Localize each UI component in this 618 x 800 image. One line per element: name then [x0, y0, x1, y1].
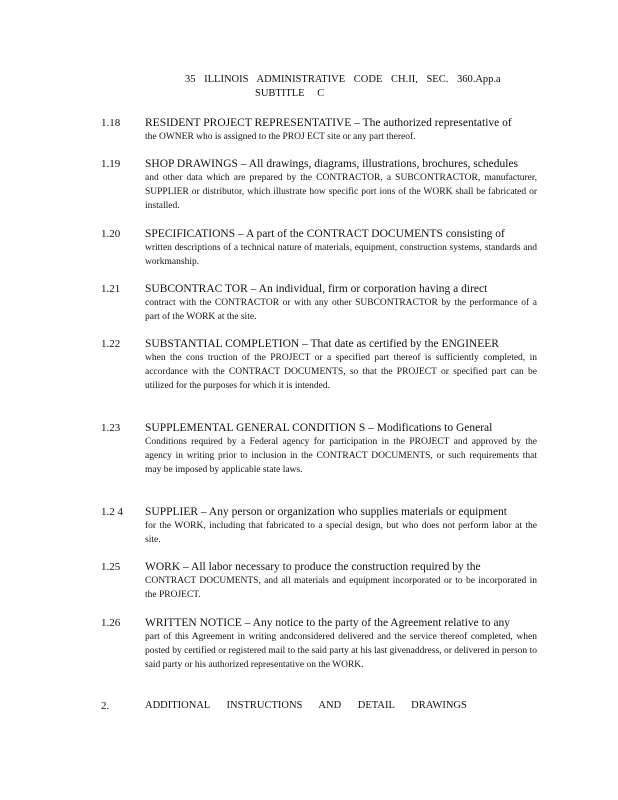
- entry-term: RESIDENT PROJECT REPRESENTATIVE: [145, 117, 352, 129]
- entry-dash: –: [247, 283, 259, 295]
- entry-lead-line: [145, 421, 537, 435]
- entry-description: for the WORK, including that fabricated to a special design, but who does not perform labor at the site.: [145, 521, 537, 545]
- entry-lead-text: An individual, firm or corporation having a direct: [258, 283, 488, 295]
- entry-term: SPECIFICATIONS: [145, 228, 236, 240]
- header-line-2: SUBTITLE C: [255, 88, 325, 99]
- entry-term: SUBCONTRAC TOR: [145, 283, 248, 295]
- entry-number: 1.19: [101, 158, 121, 170]
- entry-description: part of this Agreement in writing andconsidered delivered and the service thereof completed, when posted by certified or registered mail to the said party at his last givenaddress, or delivered in person to said party or his authorized representative on the WORK.: [145, 632, 537, 670]
- entry-lead-text: That date as certified by the ENGINEER: [310, 338, 499, 350]
- entry-lead-line: [145, 337, 537, 351]
- entry-lead-text: Any person or organization who supplies materials or equipment: [208, 506, 508, 518]
- entry-number: 1.22: [101, 338, 121, 350]
- entry-lead-text: The authorized representative of: [362, 117, 512, 129]
- entry-number: 1.25: [101, 561, 121, 573]
- entry-dash: –: [365, 422, 377, 434]
- entry-term: WORK: [145, 561, 181, 573]
- entry-description: CONTRACT DOCUMENTS, and all materials and equipment incorporated or to be incorporated in the PROJECT.: [145, 576, 537, 600]
- entry-dash: –: [198, 506, 209, 518]
- entry-lead-text: Modifications to General: [376, 422, 493, 434]
- entry-lead-line: [145, 560, 537, 574]
- entry-lead-line: [145, 116, 537, 130]
- entry-lead-text: All drawings, diagrams, illustrations, brochures, schedules: [248, 158, 519, 170]
- entry-description: written descriptions of a technical nature of materials, equipment, construction systems, standards and workmanship.: [145, 243, 537, 267]
- entry-number: 1.23: [101, 422, 121, 434]
- entry-term: SUBSTANTIAL COMPLETION: [145, 338, 300, 350]
- entry-number: 1.18: [101, 117, 121, 129]
- entry-dash: –: [351, 117, 363, 129]
- entry-description: the OWNER who is assigned to the PROJ ECT site or any part thereof.: [145, 132, 416, 142]
- entry-description: contract with the CONTRACTOR or with any other SUBCONTRACTOR by the performance of a part of the WORK at the site.: [145, 298, 537, 322]
- entry-dash: –: [235, 228, 246, 240]
- section-number: 2.: [101, 700, 110, 712]
- entry-description: and other data which are prepared by the CONTRACTOR, a SUBCONTRACTOR, manufacturer, SUPPLIER or distributor, which illustrate how specific port ions of the WORK shall be fabricated or installed.: [145, 173, 537, 211]
- entry-dash: –: [241, 617, 253, 629]
- entry-number: 1.21: [101, 283, 121, 295]
- entry-lead-text: Any notice to the party of the Agreement relative to any: [252, 617, 511, 629]
- entry-term: SHOP DRAWINGS: [145, 158, 238, 170]
- entry-description: when the cons truction of the PROJECT or a specified part thereof is sufficiently completed, in accordance with the CONTRACT DOCUMENTS, so that the PROJECT or specified part can be utilized for the purposes for which it is intended.: [145, 353, 537, 391]
- entry-dash: –: [180, 561, 192, 573]
- entry-lead-line: [145, 227, 537, 241]
- entry-number: 1.2 4: [101, 506, 123, 518]
- entry-dash: –: [237, 158, 249, 170]
- entry-lead-text: All labor necessary to produce the construction required by the: [191, 561, 481, 573]
- entry-term: SUPPLIER: [145, 506, 199, 518]
- entry-description: Conditions required by a Federal agency for participation in the PROJECT and approved by the agency in writing prior to inclusion in the CONTRACT DOCUMENTS, or such requirements that may be imposed by applicable state laws.: [145, 437, 537, 475]
- entry-dash: –: [299, 338, 311, 350]
- entry-term: WRITTEN NOTICE: [145, 617, 242, 629]
- entry-term: SUPPLEMENTAL GENERAL CONDITION S: [145, 422, 366, 434]
- entry-lead-line: [145, 505, 537, 519]
- entry-lead-text: A part of the CONTRACT DOCUMENTS consisting of: [245, 228, 505, 240]
- entry-lead-line: [145, 616, 537, 630]
- header-line-1: 35 ILLINOIS ADMINISTRATIVE CODE CH.II, SEC. 360.App.a: [185, 74, 501, 85]
- page-header: [185, 73, 545, 101]
- entry-number: 1.20: [101, 228, 121, 240]
- entry-lead-line: [145, 157, 537, 171]
- section-title: ADDITIONAL INSTRUCTIONS AND DETAIL DRAWINGS: [145, 700, 467, 711]
- entry-lead-line: [145, 282, 537, 296]
- entry-number: 1.26: [101, 617, 121, 629]
